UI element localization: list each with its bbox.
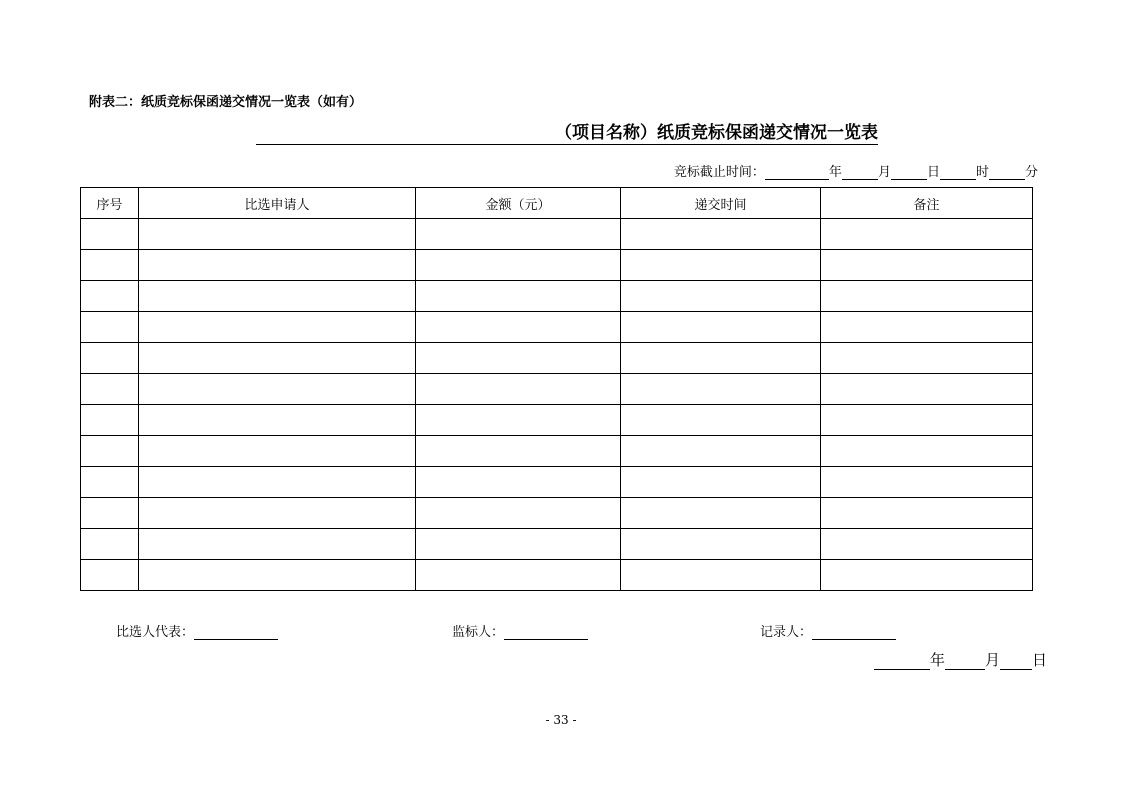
- cell-submission-time[interactable]: [621, 374, 821, 405]
- date-day-label: 日: [1031, 651, 1047, 669]
- cell-applicant[interactable]: [139, 405, 416, 436]
- table-row: [81, 250, 1033, 281]
- cell-submission-time[interactable]: [621, 312, 821, 343]
- representative-signature: [116, 621, 278, 640]
- cell-amount[interactable]: [416, 560, 621, 591]
- cell-remarks[interactable]: [821, 343, 1033, 374]
- deadline-month-blank[interactable]: [842, 165, 878, 180]
- cell-serial-number[interactable]: [81, 219, 139, 250]
- cell-submission-time[interactable]: [621, 467, 821, 498]
- table-row: [81, 560, 1033, 591]
- table-row: [81, 343, 1033, 374]
- cell-applicant[interactable]: [139, 312, 416, 343]
- cell-serial-number[interactable]: [81, 498, 139, 529]
- cell-applicant[interactable]: [139, 374, 416, 405]
- table-row: [81, 374, 1033, 405]
- cell-remarks[interactable]: [821, 312, 1033, 343]
- cell-applicant[interactable]: [139, 343, 416, 374]
- date-year-blank[interactable]: [874, 653, 930, 670]
- cell-serial-number[interactable]: [81, 281, 139, 312]
- table-row: [81, 498, 1033, 529]
- table-row: [81, 281, 1033, 312]
- date-year-label: 年: [929, 651, 945, 669]
- cell-serial-number[interactable]: [81, 436, 139, 467]
- cell-serial-number[interactable]: [81, 250, 139, 281]
- deadline-day-blank[interactable]: [891, 165, 927, 180]
- cell-remarks[interactable]: [821, 560, 1033, 591]
- deadline-row: [674, 161, 1038, 180]
- date-month-label: 月: [984, 651, 1000, 669]
- cell-applicant[interactable]: [139, 281, 416, 312]
- cell-remarks[interactable]: [821, 467, 1033, 498]
- appendix-heading: 附表二：纸质竞标保函递交情况一览表（如有）: [89, 95, 363, 110]
- cell-serial-number[interactable]: [81, 467, 139, 498]
- cell-submission-time[interactable]: [621, 219, 821, 250]
- cell-applicant[interactable]: [139, 250, 416, 281]
- cell-amount[interactable]: [416, 436, 621, 467]
- table-row: [81, 219, 1033, 250]
- cell-serial-number[interactable]: [81, 343, 139, 374]
- cell-remarks[interactable]: [821, 436, 1033, 467]
- cell-amount[interactable]: [416, 312, 621, 343]
- cell-applicant[interactable]: [139, 467, 416, 498]
- cell-amount[interactable]: [416, 250, 621, 281]
- cell-amount[interactable]: [416, 498, 621, 529]
- representative-blank[interactable]: [194, 625, 278, 640]
- cell-submission-time[interactable]: [621, 498, 821, 529]
- date-month-blank[interactable]: [945, 653, 985, 670]
- cell-submission-time[interactable]: [621, 560, 821, 591]
- cell-remarks[interactable]: [821, 529, 1033, 560]
- deadline-year-blank[interactable]: [765, 165, 829, 180]
- table-row: [81, 405, 1033, 436]
- submission-table: [80, 187, 1033, 591]
- cell-remarks[interactable]: [821, 405, 1033, 436]
- deadline-label: 竞标截止时间：: [673, 165, 765, 180]
- cell-submission-time[interactable]: [621, 281, 821, 312]
- cell-amount[interactable]: [416, 219, 621, 250]
- cell-remarks[interactable]: [821, 498, 1033, 529]
- cell-amount[interactable]: [416, 281, 621, 312]
- cell-serial-number[interactable]: [81, 312, 139, 343]
- cell-amount[interactable]: [416, 405, 621, 436]
- representative-label: 比选人代表：: [116, 625, 195, 640]
- cell-applicant[interactable]: [139, 529, 416, 560]
- header-serial-number: 序号: [81, 188, 139, 219]
- header-remarks: 备注: [821, 188, 1033, 219]
- deadline-hour-label: 时: [975, 165, 989, 180]
- deadline-day-label: 日: [926, 165, 940, 180]
- table-header-row: [81, 188, 1033, 219]
- recorder-label: 记录人：: [760, 625, 813, 640]
- cell-serial-number[interactable]: [81, 374, 139, 405]
- table-row: [81, 312, 1033, 343]
- table-row: [81, 467, 1033, 498]
- cell-serial-number[interactable]: [81, 560, 139, 591]
- cell-applicant[interactable]: [139, 498, 416, 529]
- cell-applicant[interactable]: [139, 436, 416, 467]
- cell-amount[interactable]: [416, 467, 621, 498]
- cell-serial-number[interactable]: [81, 529, 139, 560]
- cell-applicant[interactable]: [139, 560, 416, 591]
- cell-amount[interactable]: [416, 343, 621, 374]
- recorder-blank[interactable]: [812, 625, 896, 640]
- cell-remarks[interactable]: [821, 219, 1033, 250]
- deadline-year-label: 年: [828, 165, 842, 180]
- header-submission-time: 递交时间: [621, 188, 821, 219]
- cell-submission-time[interactable]: [621, 529, 821, 560]
- cell-amount[interactable]: [416, 529, 621, 560]
- cell-remarks[interactable]: [821, 250, 1033, 281]
- date-day-blank[interactable]: [1000, 653, 1032, 670]
- table-row: [81, 529, 1033, 560]
- cell-serial-number[interactable]: [81, 405, 139, 436]
- cell-submission-time[interactable]: [621, 250, 821, 281]
- form-title: （项目名称）纸质竞标保函递交情况一览表: [555, 123, 878, 143]
- cell-submission-time[interactable]: [621, 436, 821, 467]
- cell-applicant[interactable]: [139, 219, 416, 250]
- supervisor-label: 监标人：: [452, 625, 505, 640]
- deadline-minute-label: 分: [1024, 165, 1038, 180]
- sign-date-row: [874, 649, 1047, 670]
- deadline-hour-blank[interactable]: [940, 165, 976, 180]
- recorder-signature: [760, 621, 896, 640]
- cell-submission-time[interactable]: [621, 343, 821, 374]
- supervisor-signature: [452, 621, 588, 640]
- cell-remarks[interactable]: [821, 281, 1033, 312]
- page-number: - 33 -: [545, 713, 577, 727]
- supervisor-blank[interactable]: [504, 625, 588, 640]
- cell-remarks[interactable]: [821, 374, 1033, 405]
- deadline-month-label: 月: [877, 165, 891, 180]
- header-applicant: 比选申请人: [139, 188, 416, 219]
- cell-amount[interactable]: [416, 374, 621, 405]
- deadline-minute-blank[interactable]: [989, 165, 1025, 180]
- cell-submission-time[interactable]: [621, 405, 821, 436]
- table-row: [81, 436, 1033, 467]
- header-amount: 金额（元）: [416, 188, 621, 219]
- form-title-row: [256, 122, 878, 145]
